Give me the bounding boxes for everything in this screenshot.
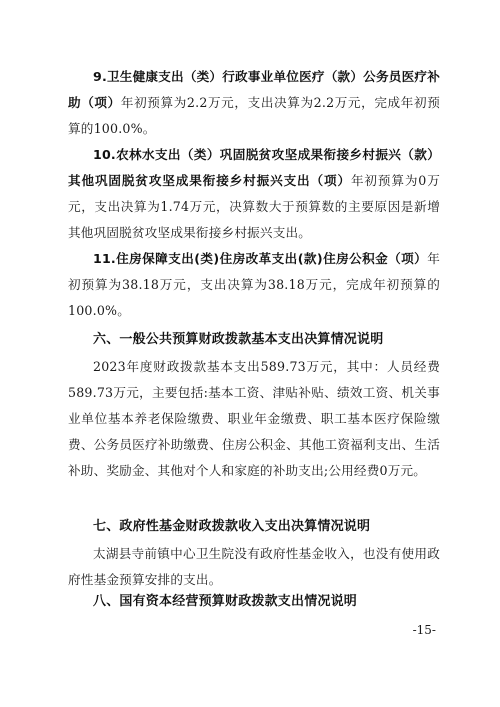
page-number: -15-: [412, 623, 436, 637]
section-7-heading: 七、政府性基金财政拨款收入支出决算情况说明: [93, 519, 371, 534]
section-6-heading: 六、一般公共预算财政拨款基本支出决算情况说明: [93, 332, 384, 347]
item-10-paragraph: [68, 142, 440, 246]
section-7-body: 太湖县寺前镇中心卫生院没有政府性基金收入，也没有使用政府性基金预算安排的支出。: [68, 546, 440, 587]
item-9-heading: 9.卫生健康支出（类）行政事业单位医疗（款）公务员医疗补助（项）: [68, 69, 440, 110]
item-10-text: 年初预算为0万元，支出决算为1.74万元，决算数大于预算数的主要原因是新增其他巩固脱贫攻坚成果衔接乡村振兴支出。: [68, 173, 440, 240]
item-11-heading: 11.住房保障支出(类)住房改革支出(款)住房公积金（项）: [93, 251, 428, 266]
section-6-body: 2023年度财政拨款基本支出589.73万元，其中：人员经费589.73万元，主要包括:基本工资、津贴补贴、绩效工资、机关事业单位基本养老保险缴费、职业年金缴费、职工基本医疗保险缴费、公务员医疗补助缴费、住房公积金、其他工资福利支出、生活补助、奖励金、其他对个人和家庭的补助支出;公用经费0万元。: [68, 359, 440, 478]
item-10-heading: 10.农林水支出（类）巩固脱贫攻坚成果衔接乡村振兴（款）其他巩固脱贫攻坚成果衔接乡村振兴支出（项）: [68, 147, 440, 188]
item-9-text: 年初预算为2.2万元，支出决算为2.2万元，完成年初预算的100.0%。: [68, 95, 440, 136]
item-11-paragraph: [68, 246, 440, 324]
section-8-heading: 八、国有资本经营预算财政拨款支出情况说明: [93, 594, 358, 609]
item-11-text: 年初预算为38.18万元，支出决算为38.18万元，完成年初预算的100.0%。: [68, 251, 440, 318]
item-9-paragraph: [68, 64, 440, 142]
